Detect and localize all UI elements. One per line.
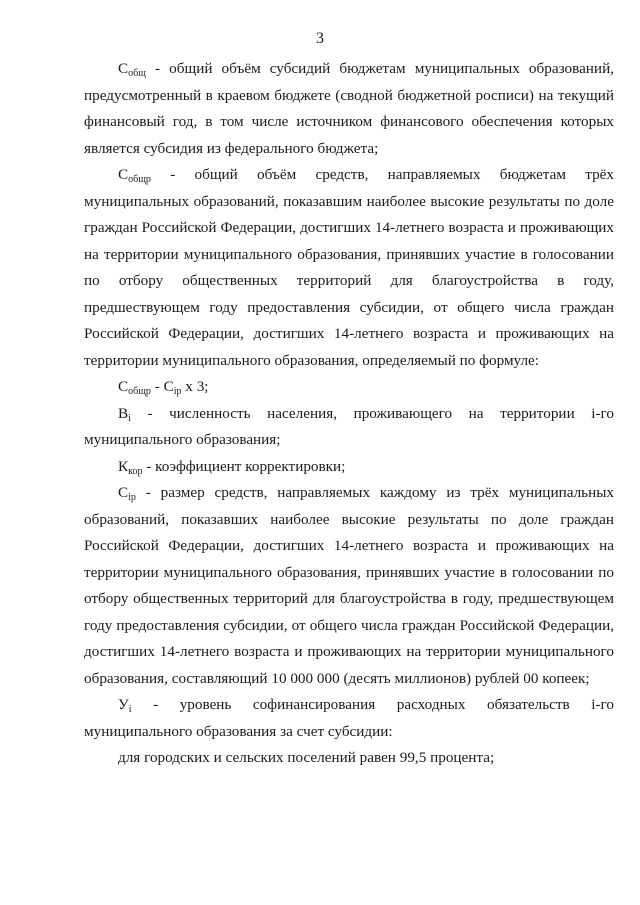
paragraph-text: - размер средств, направляемых каждому из трёх муниципальных образований, показавших наиболее высокие результаты по доле граждан Российской Федерации, достигших 14-летнего возраста и проживающих на территории муниципального образования, принявших участие в голосовании по отбору общественных территорий для благоустройства в году, предшествующем году предоставления субсидии, от общего числа граждан Российской Федерации, достигших 14-летнего возраста и проживающих на территории муниципального образования, составляющий 10 000 000 (десять миллионов) рублей 00 копеек; xyxy=(84,484,614,687)
variable-symbol: $С_{ip}$ xyxy=(118,484,136,503)
document-body xyxy=(84,56,614,772)
formula: $С_{общр} - С_{ip}$ x 3; xyxy=(118,378,209,397)
variable-symbol: $С_{общр}$ xyxy=(118,166,151,185)
paragraph-cofinancing-level xyxy=(84,692,614,745)
page-number: 3 xyxy=(316,30,324,47)
paragraph-text: - уровень софинансирования расходных обязательств i-го муниципального образования за счет субсидии: xyxy=(84,696,614,740)
paragraph-total-funds xyxy=(84,162,614,374)
paragraph-text: - общий объём субсидий бюджетам муниципальных образований, предусмотренный в краевом бюджете (сводной бюджетной росписи) на текущий финансовый год, в том числе источником финансового обеспечения которых является субсидия из федерального бюджета; xyxy=(84,60,614,157)
paragraph-settlements-rate: для городских и сельских поселений равен 99,5 процента; xyxy=(118,749,495,766)
variable-symbol: $У_i$ xyxy=(118,696,132,715)
paragraph-funds-per-municipality xyxy=(84,480,614,692)
paragraph-correction-coefficient xyxy=(84,454,614,481)
paragraph-text: - коэффициент корректировки; xyxy=(142,457,346,475)
variable-symbol: $К_{кор}$ xyxy=(118,457,143,477)
variable-symbol: $С_{общ}$ xyxy=(118,60,146,79)
paragraph-population xyxy=(84,401,614,454)
variable-symbol: $В_i$ xyxy=(118,404,131,424)
paragraph-total-subsidies xyxy=(84,56,614,162)
paragraph-text: - общий объём средств, направляемых бюджетам трёх муниципальных образований, показавшим наиболее высокие результаты по доле граждан Российской Федерации, достигших 14-летнего возраста и проживающих на территории муниципального образования, принявших участие в голосовании по отбору общественных территорий для благоустройства в году, предшествующем году предоставления субсидии, от общего числа граждан Российской Федерации, достигших 14-летнего возраста и проживающих на территории муниципального образования, определяемый по формуле: xyxy=(84,166,614,369)
formula-line xyxy=(84,374,614,401)
paragraph-text: - численность населения, проживающего на территории i-го муниципального образования; xyxy=(84,404,614,448)
